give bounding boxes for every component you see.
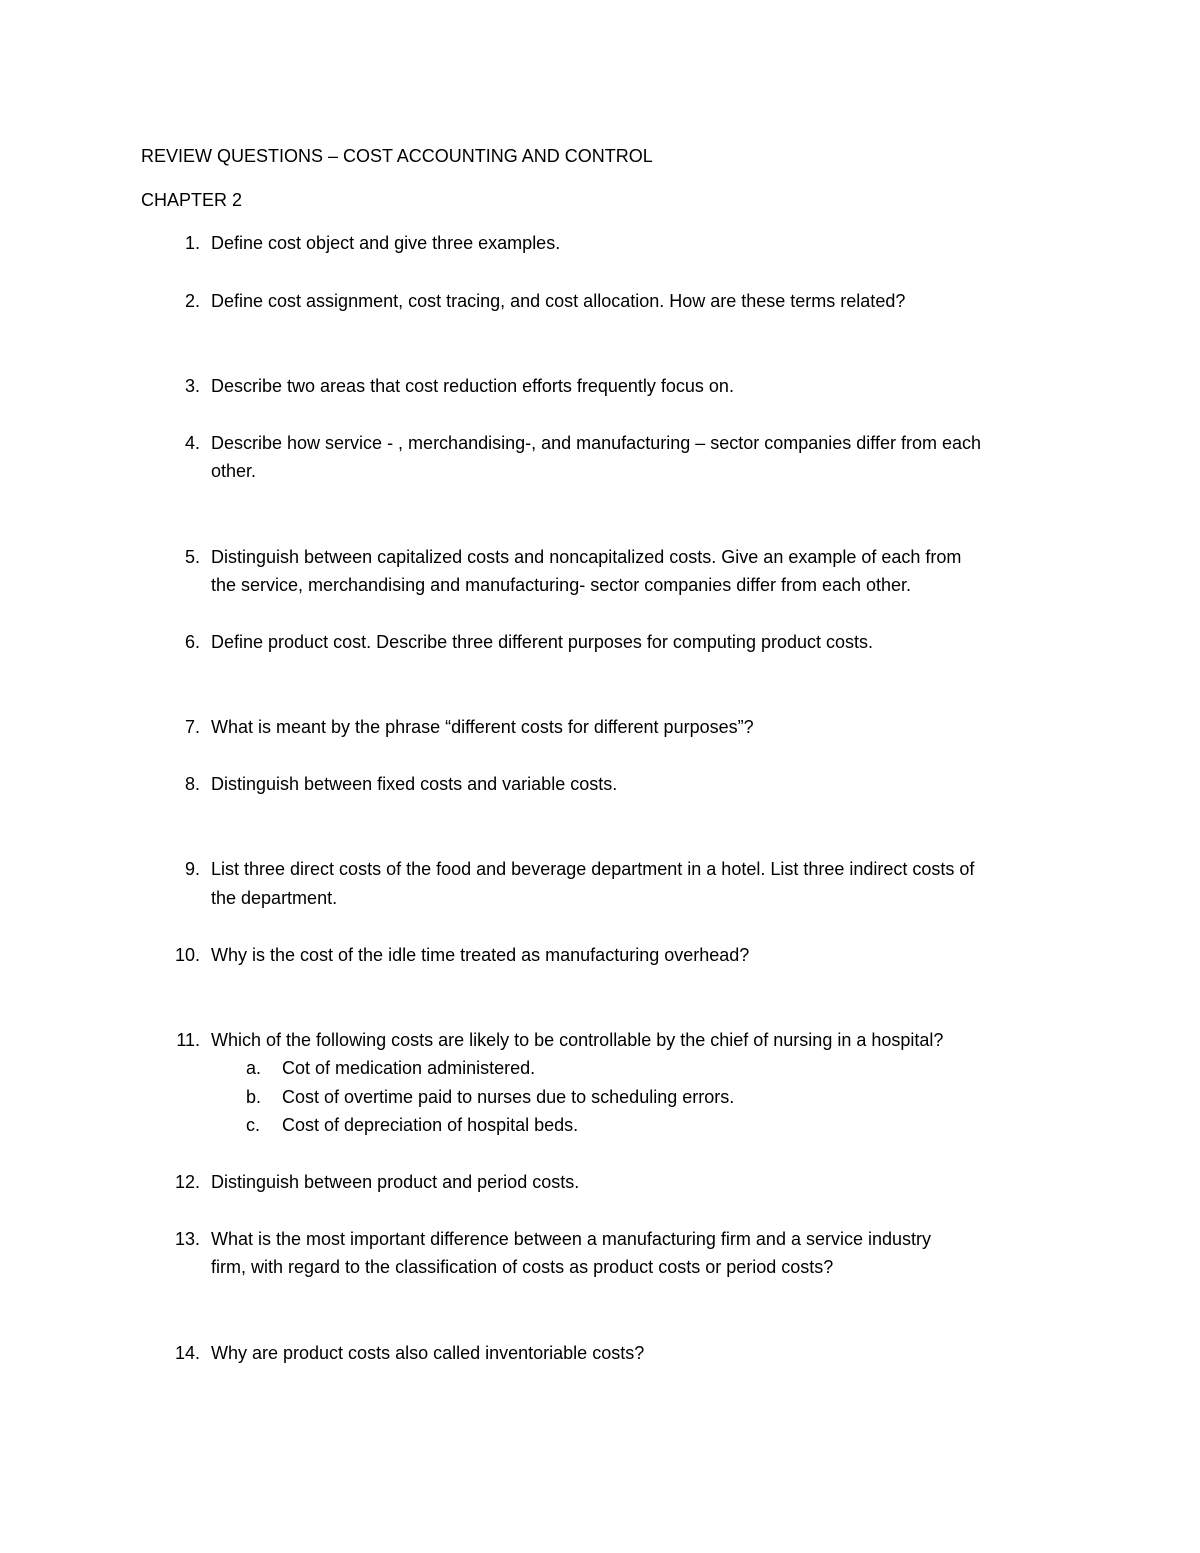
question-text-line-2: other. — [211, 461, 257, 481]
question-text-line-2: the department. — [211, 888, 338, 908]
question-number: 1. — [184, 233, 200, 253]
question-text: Which of the following costs are likely to be controllable by the chief of nursing in a hospital? — [211, 1030, 944, 1050]
question-text-line-1: Describe how service - , merchandising-, and manufacturing – sector companies differ from each — [211, 433, 982, 453]
document-title: REVIEW QUESTIONS – COST ACCOUNTING AND CONTROL — [141, 146, 653, 166]
question-number: 13. — [174, 1229, 200, 1249]
question-number: 2. — [184, 291, 200, 311]
question-number: 4. — [184, 433, 200, 453]
chapter-heading: CHAPTER 2 — [141, 190, 243, 210]
question-number: 7. — [184, 717, 200, 737]
question-number: 12. — [174, 1172, 200, 1192]
question-number: 3. — [184, 376, 200, 396]
question-text: Distinguish between fixed costs and variable costs. — [211, 774, 618, 794]
sub-item-text: Cost of overtime paid to nurses due to scheduling errors. — [282, 1087, 735, 1107]
question-text: Define cost object and give three examples. — [211, 233, 561, 253]
question-text-line-2: firm, with regard to the classification of costs as product costs or period costs? — [211, 1257, 834, 1277]
question-text-line-1: Distinguish between capitalized costs and noncapitalized costs. Give an example of each from — [211, 547, 962, 567]
sub-item-text: Cot of medication administered. — [282, 1058, 536, 1078]
question-text-line-2: the service, merchandising and manufacturing- sector companies differ from each other. — [211, 575, 912, 595]
question-text: Describe two areas that cost reduction efforts frequently focus on. — [211, 376, 734, 396]
question-text: Why is the cost of the idle time treated as manufacturing overhead? — [211, 945, 750, 965]
sub-item-text: Cost of depreciation of hospital beds. — [282, 1115, 579, 1135]
question-text-line-1: List three direct costs of the food and beverage department in a hotel. List three indirect costs of — [211, 859, 975, 879]
question-number: 10. — [174, 945, 200, 965]
question-text: What is meant by the phrase “different costs for different purposes”? — [211, 717, 754, 737]
question-text-line-1: What is the most important difference between a manufacturing firm and a service industry — [211, 1229, 932, 1249]
sub-item-letter: c. — [246, 1115, 261, 1135]
question-number: 11. — [176, 1030, 200, 1050]
question-text: Define cost assignment, cost tracing, and cost allocation. How are these terms related? — [211, 291, 906, 311]
question-number: 14. — [174, 1343, 200, 1363]
question-text: Define product cost. Describe three different purposes for computing product costs. — [211, 632, 874, 652]
question-number: 6. — [184, 632, 200, 652]
sub-item-letter: b. — [246, 1087, 262, 1107]
sub-item-letter: a. — [246, 1058, 262, 1078]
question-text: Why are product costs also called inventoriable costs? — [211, 1343, 645, 1363]
question-number: 9. — [184, 859, 200, 879]
question-number: 8. — [184, 774, 200, 794]
question-text: Distinguish between product and period costs. — [211, 1172, 580, 1192]
question-number: 5. — [184, 547, 200, 567]
